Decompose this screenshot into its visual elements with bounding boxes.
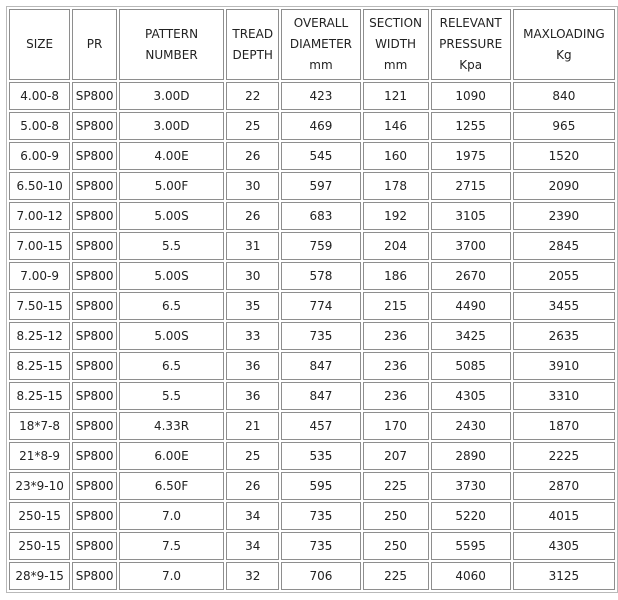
cell-overall-diameter: 457 bbox=[281, 412, 360, 440]
cell-overall-diameter: 578 bbox=[281, 262, 360, 290]
cell-pattern-number: 7.5 bbox=[119, 532, 224, 560]
header-od-unit: mm bbox=[309, 58, 333, 72]
cell-pr: SP800 bbox=[72, 322, 117, 350]
header-sw-label-2: WIDTH bbox=[375, 37, 417, 51]
cell-tread-depth: 26 bbox=[226, 142, 279, 170]
table-row bbox=[9, 82, 615, 110]
cell-pattern-number: 3.00D bbox=[119, 112, 224, 140]
cell-max-loading: 1870 bbox=[513, 412, 615, 440]
cell-overall-diameter: 545 bbox=[281, 142, 360, 170]
cell-section-width: 178 bbox=[363, 172, 429, 200]
cell-tread-depth: 31 bbox=[226, 232, 279, 260]
cell-relevant-pressure: 4060 bbox=[431, 562, 511, 590]
cell-relevant-pressure: 3425 bbox=[431, 322, 511, 350]
cell-relevant-pressure: 1255 bbox=[431, 112, 511, 140]
cell-overall-diameter: 847 bbox=[281, 382, 360, 410]
cell-pattern-number: 7.0 bbox=[119, 562, 224, 590]
cell-tread-depth: 33 bbox=[226, 322, 279, 350]
cell-tread-depth: 36 bbox=[226, 352, 279, 380]
table-row bbox=[9, 112, 615, 140]
cell-section-width: 236 bbox=[363, 322, 429, 350]
cell-pattern-number: 6.5 bbox=[119, 292, 224, 320]
header-max-loading bbox=[513, 9, 615, 80]
cell-max-loading: 2055 bbox=[513, 262, 615, 290]
cell-section-width: 186 bbox=[363, 262, 429, 290]
cell-relevant-pressure: 1975 bbox=[431, 142, 511, 170]
cell-pr: SP800 bbox=[72, 442, 117, 470]
header-od-label-1: OVERALL bbox=[293, 16, 349, 30]
cell-overall-diameter: 535 bbox=[281, 442, 360, 470]
cell-pr: SP800 bbox=[72, 142, 117, 170]
cell-tread-depth: 25 bbox=[226, 112, 279, 140]
header-tread-depth bbox=[226, 9, 279, 80]
table-row bbox=[9, 352, 615, 380]
cell-max-loading: 840 bbox=[513, 82, 615, 110]
cell-section-width: 207 bbox=[363, 442, 429, 470]
table-row bbox=[9, 292, 615, 320]
cell-tread-depth: 34 bbox=[226, 532, 279, 560]
cell-pattern-number: 6.00E bbox=[119, 442, 224, 470]
cell-overall-diameter: 706 bbox=[281, 562, 360, 590]
cell-section-width: 250 bbox=[363, 532, 429, 560]
table-row bbox=[9, 172, 615, 200]
cell-overall-diameter: 595 bbox=[281, 472, 360, 500]
cell-tread-depth: 36 bbox=[226, 382, 279, 410]
header-pr-label: PR bbox=[86, 37, 103, 51]
cell-tread-depth: 26 bbox=[226, 472, 279, 500]
cell-size: 4.00-8 bbox=[9, 82, 70, 110]
cell-relevant-pressure: 3105 bbox=[431, 202, 511, 230]
cell-overall-diameter: 597 bbox=[281, 172, 360, 200]
header-pattern-number bbox=[119, 9, 224, 80]
cell-pr: SP800 bbox=[72, 82, 117, 110]
cell-pr: SP800 bbox=[72, 112, 117, 140]
header-pr bbox=[72, 9, 117, 80]
cell-max-loading: 1520 bbox=[513, 142, 615, 170]
cell-size: 23*9-10 bbox=[9, 472, 70, 500]
cell-size: 6.00-9 bbox=[9, 142, 70, 170]
header-ml-unit: Kg bbox=[556, 47, 572, 62]
table-row bbox=[9, 142, 615, 170]
cell-size: 5.00-8 bbox=[9, 112, 70, 140]
cell-max-loading: 3910 bbox=[513, 352, 615, 380]
cell-relevant-pressure: 5085 bbox=[431, 352, 511, 380]
cell-section-width: 250 bbox=[363, 502, 429, 530]
table-row bbox=[9, 382, 615, 410]
cell-relevant-pressure: 4305 bbox=[431, 382, 511, 410]
cell-section-width: 236 bbox=[363, 352, 429, 380]
header-pattern-label-2: NUMBER bbox=[145, 47, 198, 62]
cell-pr: SP800 bbox=[72, 412, 117, 440]
cell-pattern-number: 4.00E bbox=[119, 142, 224, 170]
cell-size: 7.50-15 bbox=[9, 292, 70, 320]
cell-pr: SP800 bbox=[72, 472, 117, 500]
cell-size: 250-15 bbox=[9, 532, 70, 560]
cell-max-loading: 2845 bbox=[513, 232, 615, 260]
cell-relevant-pressure: 3700 bbox=[431, 232, 511, 260]
cell-section-width: 160 bbox=[363, 142, 429, 170]
cell-max-loading: 2870 bbox=[513, 472, 615, 500]
header-section-width bbox=[363, 9, 429, 80]
cell-size: 8.25-12 bbox=[9, 322, 70, 350]
table-body bbox=[9, 82, 615, 590]
cell-relevant-pressure: 1090 bbox=[431, 82, 511, 110]
cell-size: 18*7-8 bbox=[9, 412, 70, 440]
header-size-label: SIZE bbox=[26, 37, 54, 51]
cell-tread-depth: 22 bbox=[226, 82, 279, 110]
cell-size: 7.00-15 bbox=[9, 232, 70, 260]
cell-tread-depth: 35 bbox=[226, 292, 279, 320]
table-row bbox=[9, 442, 615, 470]
cell-section-width: 204 bbox=[363, 232, 429, 260]
cell-size: 6.50-10 bbox=[9, 172, 70, 200]
cell-size: 7.00-9 bbox=[9, 262, 70, 290]
header-od-label-2: DIAMETER bbox=[289, 37, 353, 51]
cell-section-width: 215 bbox=[363, 292, 429, 320]
cell-max-loading: 2635 bbox=[513, 322, 615, 350]
cell-pattern-number: 6.5 bbox=[119, 352, 224, 380]
cell-size: 21*8-9 bbox=[9, 442, 70, 470]
cell-overall-diameter: 774 bbox=[281, 292, 360, 320]
table-row bbox=[9, 412, 615, 440]
cell-pattern-number: 5.5 bbox=[119, 382, 224, 410]
cell-relevant-pressure: 2430 bbox=[431, 412, 511, 440]
cell-pattern-number: 5.00S bbox=[119, 202, 224, 230]
cell-pr: SP800 bbox=[72, 352, 117, 380]
cell-section-width: 225 bbox=[363, 562, 429, 590]
table-row bbox=[9, 502, 615, 530]
cell-tread-depth: 21 bbox=[226, 412, 279, 440]
cell-max-loading: 965 bbox=[513, 112, 615, 140]
cell-pattern-number: 5.00S bbox=[119, 262, 224, 290]
cell-size: 250-15 bbox=[9, 502, 70, 530]
cell-pr: SP800 bbox=[72, 232, 117, 260]
cell-pattern-number: 6.50F bbox=[119, 472, 224, 500]
table-row bbox=[9, 322, 615, 350]
cell-tread-depth: 26 bbox=[226, 202, 279, 230]
header-sw-label-1: SECTION bbox=[369, 16, 422, 30]
cell-relevant-pressure: 2670 bbox=[431, 262, 511, 290]
cell-max-loading: 3310 bbox=[513, 382, 615, 410]
cell-overall-diameter: 683 bbox=[281, 202, 360, 230]
cell-pattern-number: 3.00D bbox=[119, 82, 224, 110]
header-tread-label-1: TREAD bbox=[232, 26, 274, 41]
cell-pr: SP800 bbox=[72, 292, 117, 320]
cell-pattern-number: 5.00F bbox=[119, 172, 224, 200]
cell-relevant-pressure: 5595 bbox=[431, 532, 511, 560]
tire-spec-table bbox=[6, 6, 618, 593]
cell-section-width: 146 bbox=[363, 112, 429, 140]
cell-overall-diameter: 423 bbox=[281, 82, 360, 110]
cell-relevant-pressure: 2890 bbox=[431, 442, 511, 470]
header-size bbox=[9, 9, 70, 80]
header-pattern-label-1: PATTERN bbox=[144, 26, 199, 41]
cell-max-loading: 2390 bbox=[513, 202, 615, 230]
cell-tread-depth: 25 bbox=[226, 442, 279, 470]
cell-pr: SP800 bbox=[72, 532, 117, 560]
cell-tread-depth: 34 bbox=[226, 502, 279, 530]
header-rp-label-1: RELEVANT bbox=[439, 16, 502, 30]
cell-pr: SP800 bbox=[72, 172, 117, 200]
cell-size: 7.00-12 bbox=[9, 202, 70, 230]
cell-pr: SP800 bbox=[72, 382, 117, 410]
table-row bbox=[9, 202, 615, 230]
cell-max-loading: 4015 bbox=[513, 502, 615, 530]
cell-section-width: 121 bbox=[363, 82, 429, 110]
table-row bbox=[9, 532, 615, 560]
header-ml-label-1: MAXLOADING bbox=[523, 26, 605, 41]
cell-pattern-number: 5.00S bbox=[119, 322, 224, 350]
cell-max-loading: 2225 bbox=[513, 442, 615, 470]
cell-pattern-number: 5.5 bbox=[119, 232, 224, 260]
cell-max-loading: 4305 bbox=[513, 532, 615, 560]
tire-spec-table-container bbox=[6, 6, 618, 593]
header-tread-label-2: DEPTH bbox=[232, 47, 273, 62]
table-row bbox=[9, 562, 615, 590]
cell-pattern-number: 4.33R bbox=[119, 412, 224, 440]
cell-tread-depth: 32 bbox=[226, 562, 279, 590]
cell-overall-diameter: 469 bbox=[281, 112, 360, 140]
cell-section-width: 170 bbox=[363, 412, 429, 440]
cell-size: 28*9-15 bbox=[9, 562, 70, 590]
cell-overall-diameter: 735 bbox=[281, 532, 360, 560]
header-rp-label-2: PRESSURE bbox=[439, 37, 503, 51]
cell-section-width: 236 bbox=[363, 382, 429, 410]
table-row bbox=[9, 472, 615, 500]
cell-overall-diameter: 735 bbox=[281, 322, 360, 350]
cell-pattern-number: 7.0 bbox=[119, 502, 224, 530]
cell-tread-depth: 30 bbox=[226, 262, 279, 290]
cell-pr: SP800 bbox=[72, 262, 117, 290]
cell-max-loading: 3455 bbox=[513, 292, 615, 320]
cell-size: 8.25-15 bbox=[9, 352, 70, 380]
cell-max-loading: 2090 bbox=[513, 172, 615, 200]
header-relevant-pressure bbox=[431, 9, 511, 80]
cell-tread-depth: 30 bbox=[226, 172, 279, 200]
header-row bbox=[9, 9, 615, 80]
cell-overall-diameter: 847 bbox=[281, 352, 360, 380]
cell-relevant-pressure: 4490 bbox=[431, 292, 511, 320]
cell-relevant-pressure: 3730 bbox=[431, 472, 511, 500]
cell-max-loading: 3125 bbox=[513, 562, 615, 590]
cell-pr: SP800 bbox=[72, 562, 117, 590]
cell-overall-diameter: 735 bbox=[281, 502, 360, 530]
table-row bbox=[9, 232, 615, 260]
cell-section-width: 192 bbox=[363, 202, 429, 230]
header-overall-diameter bbox=[281, 9, 360, 80]
cell-relevant-pressure: 5220 bbox=[431, 502, 511, 530]
cell-pr: SP800 bbox=[72, 502, 117, 530]
cell-relevant-pressure: 2715 bbox=[431, 172, 511, 200]
cell-pr: SP800 bbox=[72, 202, 117, 230]
cell-size: 8.25-15 bbox=[9, 382, 70, 410]
cell-section-width: 225 bbox=[363, 472, 429, 500]
header-rp-unit: Kpa bbox=[459, 58, 483, 72]
table-row bbox=[9, 262, 615, 290]
header-sw-unit: mm bbox=[383, 58, 408, 72]
cell-overall-diameter: 759 bbox=[281, 232, 360, 260]
